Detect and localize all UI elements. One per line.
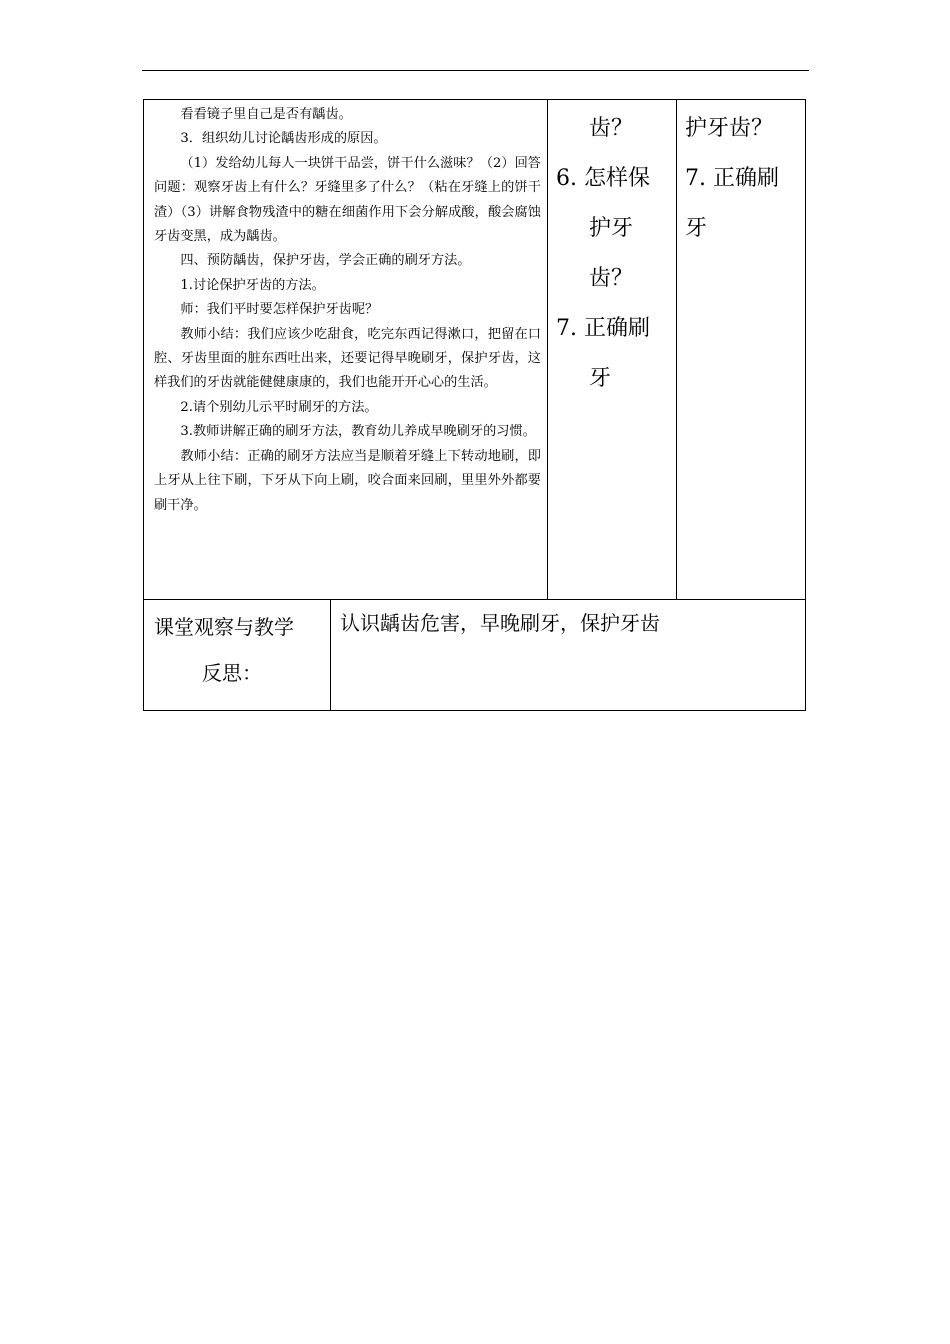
paragraph: 教师小结：我们应该少吃甜食，吃完东西记得漱口，把留在口腔、牙齿里面的脏东西吐出来，还要记得早晚刷牙，保护牙齿，这样我们的牙齿就能健健康康的，我们也能开开心心的生活。 (154, 326, 541, 391)
question-line: 护牙 (589, 216, 634, 241)
paragraph: （1）发给幼儿每人一块饼干品尝，饼干什么滋味？（2）回答问题：观察牙齿上有什么？牙缝里多了什么？（粘在牙缝上的饼干渣）（3）讲解食物残渣中的糖在细菌作用下会分解成酸，酸会腐蚀牙齿变黑，成为龋齿。 (154, 155, 541, 245)
activity-process-cell (143, 99, 548, 600)
note-line: 护牙齿？ (685, 116, 774, 141)
question-line: 齿？ (589, 266, 634, 291)
paragraph: 师：我们平时要怎样保护牙齿呢？ (180, 302, 379, 318)
question-line: 7. 正确刷 (556, 316, 650, 341)
lesson-plan-table (143, 99, 806, 711)
reflection-text: 认识龋齿危害，早晚刷牙，保护牙齿 (340, 611, 660, 635)
reflection-content-cell (330, 599, 806, 711)
paragraph: 1.讨论保护牙齿的方法。 (180, 277, 325, 293)
paragraph: 看看镜子里自己是否有龋齿。 (180, 107, 352, 122)
header-rule (142, 70, 809, 71)
question-line: 6. 怎样保 (556, 166, 650, 191)
paragraph: 四、预防龋齿，保护牙齿，学会正确的刷牙方法。 (180, 253, 471, 269)
reflection-label: 反思： (202, 661, 262, 685)
note-line: 牙 (685, 216, 708, 241)
reflection-label-cell (143, 599, 331, 711)
note-line: 7. 正确刷 (685, 166, 779, 191)
question-column-cell (547, 99, 677, 600)
paragraph: 3.教师讲解正确的刷牙方法，教育幼儿养成早晚刷牙的习惯。 (180, 424, 536, 440)
paragraph: 教师小结：正确的刷牙方法应当是顺着牙缝上下转动地刷，即上牙从上往下刷，下牙从下向上刷，咬合面来回刷，里里外外都要刷干净。 (154, 448, 541, 513)
paragraph: 3．组织幼儿讨论龋齿形成的原因。 (180, 131, 387, 147)
question-line: 齿？ (589, 116, 634, 141)
paragraph: 2.请个别幼儿示平时刷牙的方法。 (180, 399, 378, 415)
note-column-cell (676, 99, 806, 600)
reflection-label: 课堂观察与教学 (154, 615, 294, 639)
question-line: 牙 (589, 366, 612, 391)
